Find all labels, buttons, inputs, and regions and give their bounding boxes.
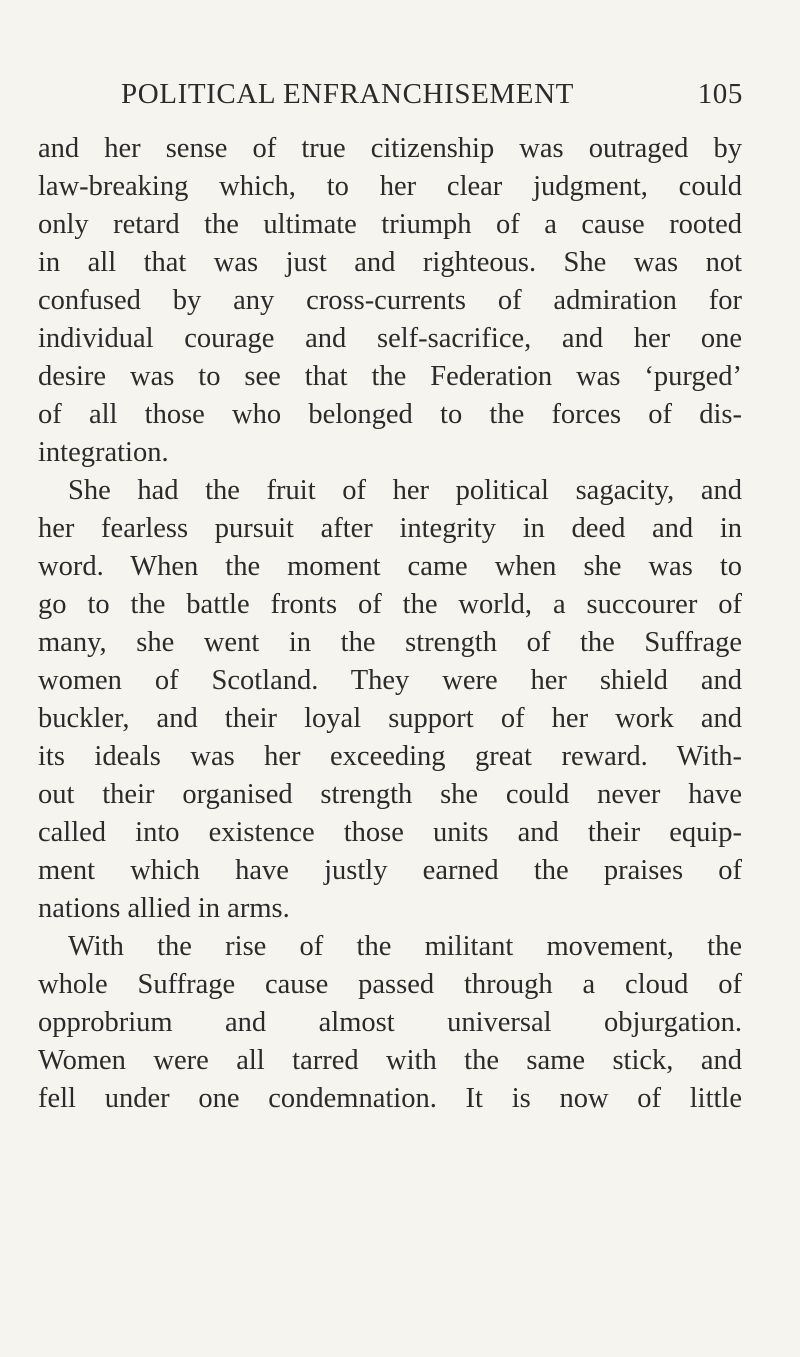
text-line: whole Suffrage cause passed through a cloud of: [38, 969, 742, 1000]
text-line: opprobrium and almost universal objurgation.: [38, 1007, 742, 1038]
text-line: called into existence those units and their equip-: [38, 817, 742, 848]
text-line: She had the fruit of her political sagacity, and: [68, 475, 742, 506]
chapter-title: POLITICAL ENFRANCHISEMENT: [121, 78, 574, 110]
text-line: buckler, and their loyal support of her work and: [38, 703, 742, 734]
text-line: women of Scotland. They were her shield and: [38, 665, 742, 696]
text-line: and her sense of true citizenship was outraged by: [38, 133, 742, 164]
text-line: only retard the ultimate triumph of a cause rooted: [38, 209, 742, 240]
text-line: fell under one condemnation. It is now of little: [38, 1083, 742, 1114]
text-line: many, she went in the strength of the Suffrage: [38, 627, 742, 658]
text-line: its ideals was her exceeding great reward. With-: [38, 741, 742, 772]
page-number: 105: [697, 78, 743, 110]
text-line: integration.: [38, 437, 169, 468]
text-line: of all those who belonged to the forces of dis-: [38, 399, 742, 430]
text-line: desire was to see that the Federation was ‘purged’: [38, 361, 742, 392]
text-line: her fearless pursuit after integrity in deed and in: [38, 513, 742, 544]
text-line: word. When the moment came when she was to: [38, 551, 742, 582]
text-line: law-breaking which, to her clear judgment, could: [38, 171, 742, 202]
text-line: out their organised strength she could never have: [38, 779, 742, 810]
text-line: ment which have justly earned the praises of: [38, 855, 742, 886]
text-line: nations allied in arms.: [38, 893, 290, 924]
text-line: individual courage and self-sacrifice, and her one: [38, 323, 742, 354]
text-line: Women were all tarred with the same stick, and: [38, 1045, 742, 1076]
text-line: go to the battle fronts of the world, a succourer of: [38, 589, 742, 620]
text-line: in all that was just and righteous. She was not: [38, 247, 742, 278]
text-line: confused by any cross-currents of admiration for: [38, 285, 742, 316]
body-text: [38, 130, 742, 1118]
text-line: With the rise of the militant movement, the: [68, 931, 742, 962]
running-head: [121, 74, 743, 114]
